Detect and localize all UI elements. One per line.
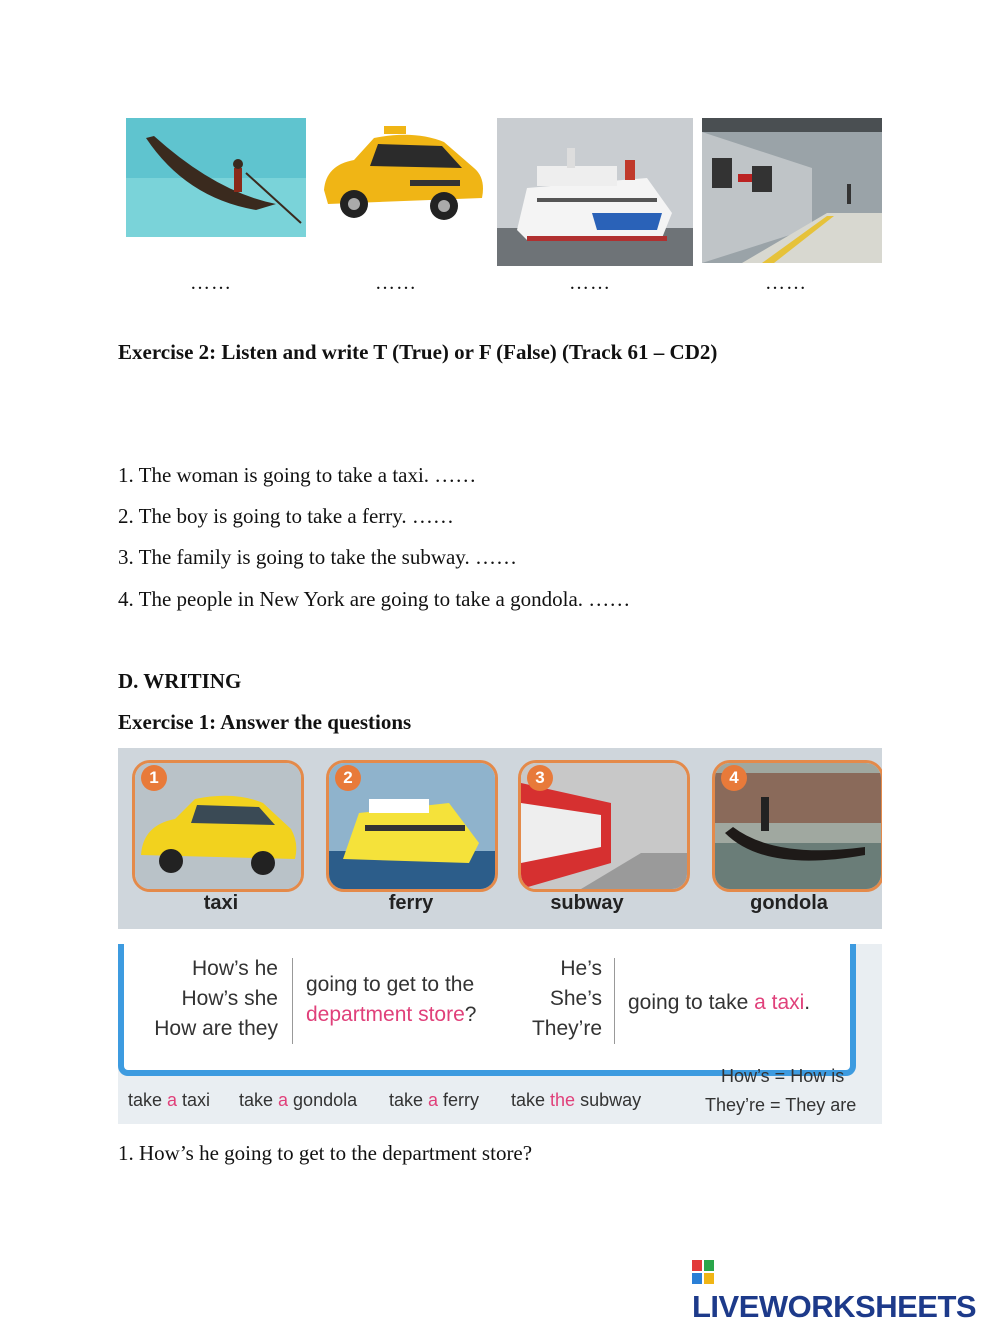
chip-take-a-gondola: take a gondola — [239, 1090, 358, 1110]
blank-2[interactable]: …… — [375, 272, 417, 294]
card-ferry — [326, 760, 498, 892]
card-number: 4 — [721, 765, 747, 791]
card-taxi — [132, 760, 304, 892]
gondola-photo — [126, 118, 306, 237]
exercise2-item-3[interactable]: 3. The family is going to take the subway. …… — [118, 545, 517, 569]
card-number: 3 — [527, 765, 553, 791]
grammar-col3: He’s She’s They’re — [531, 957, 602, 1040]
ferry-photo — [497, 118, 693, 266]
exercise2-item-4[interactable]: 4. The people in New York are going to take a gondola. …… — [118, 587, 631, 611]
taxi-photo — [314, 120, 488, 226]
blank-1[interactable]: …… — [190, 272, 232, 294]
note-hows: How’s = How is — [721, 1066, 845, 1086]
grammar-col4: going to take a taxi. — [628, 991, 811, 1014]
card-number: 2 — [335, 765, 361, 791]
grammar-divider — [614, 958, 615, 1044]
logo-text: LIVEWORKSHEETS — [692, 1289, 977, 1324]
chip-take-the-subway: take the subway — [511, 1090, 642, 1110]
card-caption-subway: subway — [550, 892, 624, 914]
writing-section-title: D. WRITING — [118, 669, 242, 693]
grammar-col2: going to get to the department store? — [306, 973, 477, 1026]
chip-take-a-ferry: take a ferry — [389, 1090, 480, 1110]
question-1[interactable]: 1. How’s he going to get to the department store? — [118, 1141, 533, 1165]
note-theyre: They’re = They are — [705, 1095, 857, 1115]
card-number: 1 — [141, 765, 167, 791]
exercise2-title: Exercise 2: Listen and write T (True) or F (False) (Track 61 – CD2) — [118, 340, 718, 364]
card-subway — [518, 760, 690, 892]
blank-4[interactable]: …… — [765, 272, 807, 294]
transport-cards-image — [118, 748, 882, 929]
subway-photo — [702, 118, 882, 263]
exercise2-item-2[interactable]: 2. The boy is going to take a ferry. …… — [118, 504, 454, 528]
liveworksheets-logo — [692, 1253, 1000, 1325]
card-caption-gondola: gondola — [750, 892, 828, 914]
chip-take-a-taxi: take a taxi — [128, 1090, 211, 1110]
logo-blocks-icon — [692, 1260, 714, 1284]
blank-3[interactable]: …… — [569, 272, 611, 294]
exercise1-title: Exercise 1: Answer the questions — [118, 710, 412, 734]
grammar-col1: How’s he How’s she How are they — [154, 957, 278, 1040]
grammar-divider — [292, 958, 293, 1044]
card-caption-ferry: ferry — [388, 892, 434, 914]
card-gondola — [712, 760, 882, 892]
exercise2-item-1[interactable]: 1. The woman is going to take a taxi. …… — [118, 463, 477, 487]
grammar-box-image — [118, 944, 882, 1124]
card-caption-taxi: taxi — [203, 892, 239, 914]
